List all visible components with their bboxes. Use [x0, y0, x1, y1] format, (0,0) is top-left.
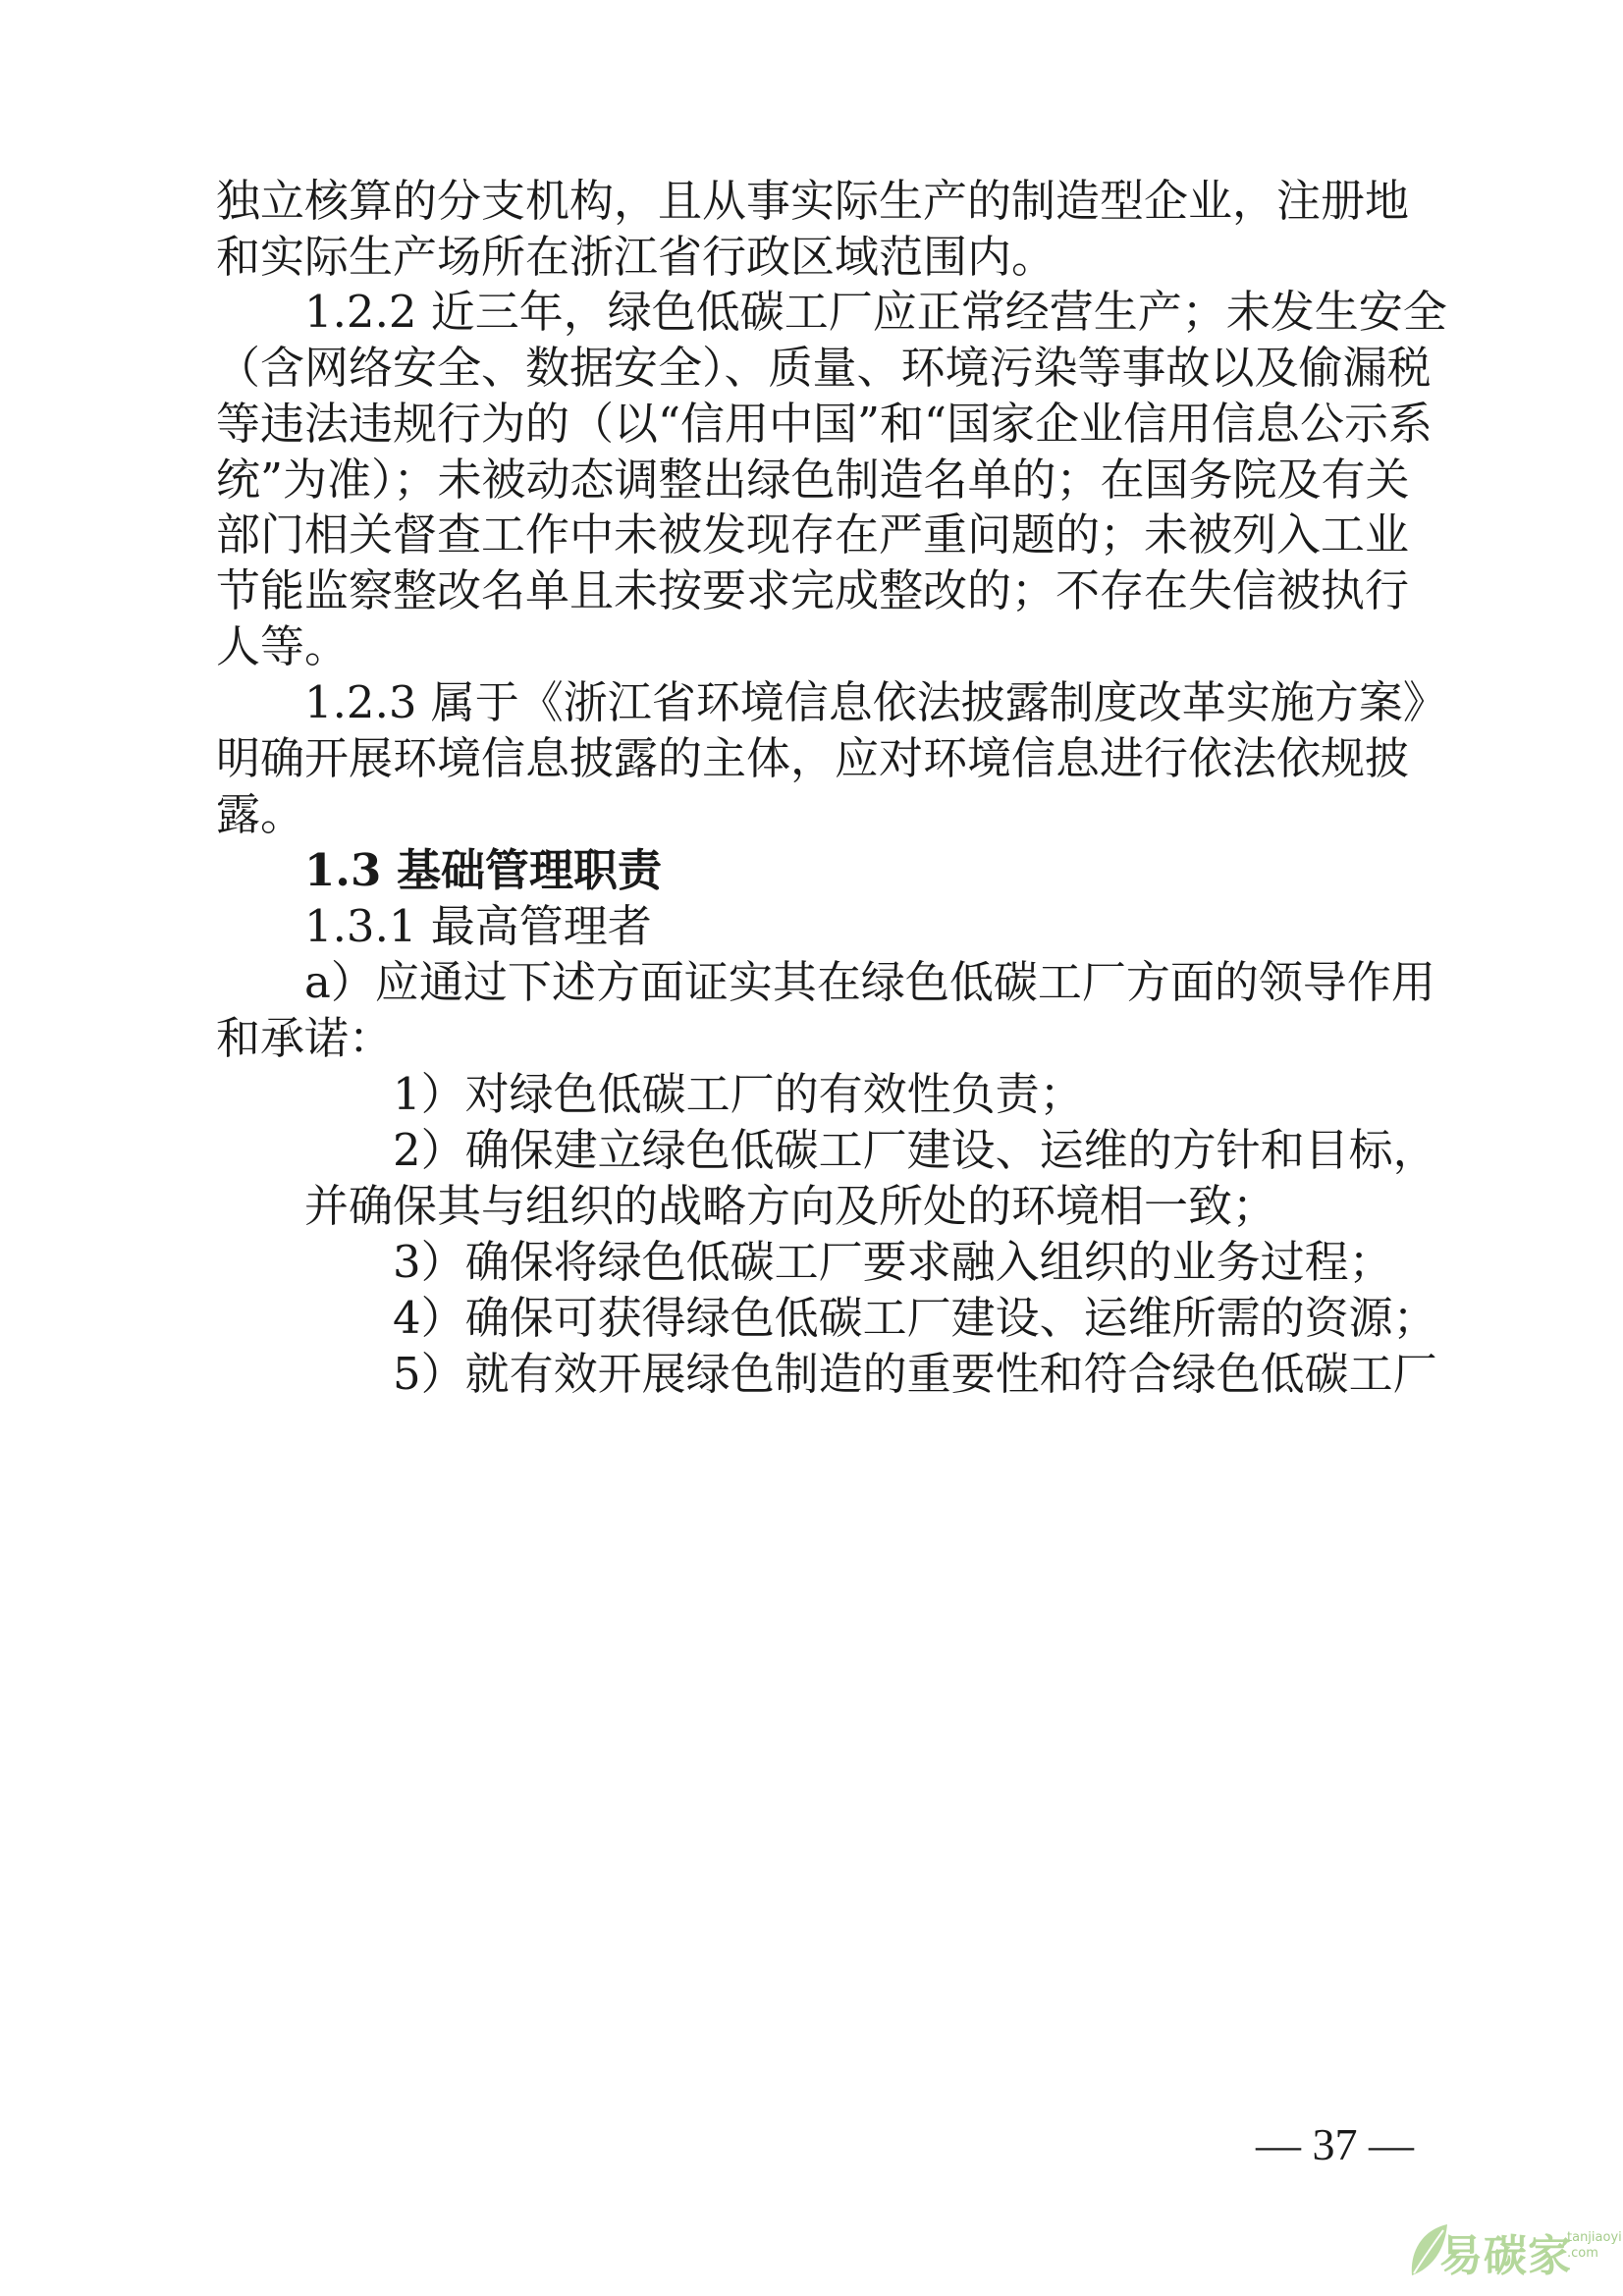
list-item-2-continued: 并确保其与组织的战略方向及所处的环境相一致；: [304, 1180, 1277, 1232]
section-heading-1-3: 1.3 基础管理职责: [304, 844, 662, 896]
text-line-7: 部门相关督查工作中未被发现存在严重问题的；未被列入工业: [216, 508, 1410, 561]
page-number: — 37 —: [1256, 2119, 1414, 2169]
text-line-12: 露。: [216, 788, 305, 840]
text-line-16: 和承诺：: [216, 1012, 394, 1064]
clause-1-3-1: 1.3.1 最高管理者: [304, 900, 652, 952]
watermark-logo: [1404, 2211, 1620, 2289]
item-a: a）应通过下述方面证实其在绿色低碳工厂方面的领导作用: [304, 956, 1435, 1008]
watermark-domain: [1567, 2230, 1622, 2262]
list-item-2: 2）确保建立绿色低碳工厂建设、运维的方针和目标，: [393, 1124, 1437, 1176]
text-line-2: 和实际生产场所在浙江省行政区域范围内。: [216, 231, 1056, 283]
text-line-8: 节能监察整改名单且未按要求完成整改的；不存在失信被执行: [216, 564, 1410, 616]
list-item-4: 4）确保可获得绿色低碳工厂建设、运维所需的资源；: [393, 1292, 1437, 1344]
text-line-9: 人等。: [216, 620, 350, 672]
text-line-5: 等违法违规行为的（以“信用中国”和“国家企业信用信息公示系: [216, 398, 1434, 450]
text-line-6: 统”为准）；未被动态调整出绿色制造名单的；在国务院及有关: [216, 454, 1410, 506]
watermark-domain-name: tanjiaoyi: [1567, 2230, 1622, 2245]
text-line-4: （含网络安全、数据安全）、质量、环境污染等事故以及偷漏税: [216, 342, 1432, 394]
clause-1-2-3: 1.2.3 属于《浙江省环境信息依法披露制度改革实施方案》: [304, 676, 1447, 728]
watermark-text: 易碳家: [1439, 2231, 1572, 2281]
text-line-11: 明确开展环境信息披露的主体，应对环境信息进行依法依规披: [216, 732, 1410, 784]
list-item-1: 1）对绿色低碳工厂的有效性负责；: [393, 1068, 1084, 1120]
list-item-3: 3）确保将绿色低碳工厂要求融入组织的业务过程；: [393, 1236, 1393, 1288]
watermark-domain-suffix: .com: [1567, 2246, 1598, 2261]
clause-1-2-2: 1.2.2 近三年，绿色低碳工厂应正常经营生产；未发生安全: [304, 286, 1447, 338]
text-line-1: 独立核算的分支机构，且从事实际生产的制造型企业，注册地: [216, 175, 1410, 227]
list-item-5: 5）就有效开展绿色制造的重要性和符合绿色低碳工厂: [393, 1348, 1437, 1400]
